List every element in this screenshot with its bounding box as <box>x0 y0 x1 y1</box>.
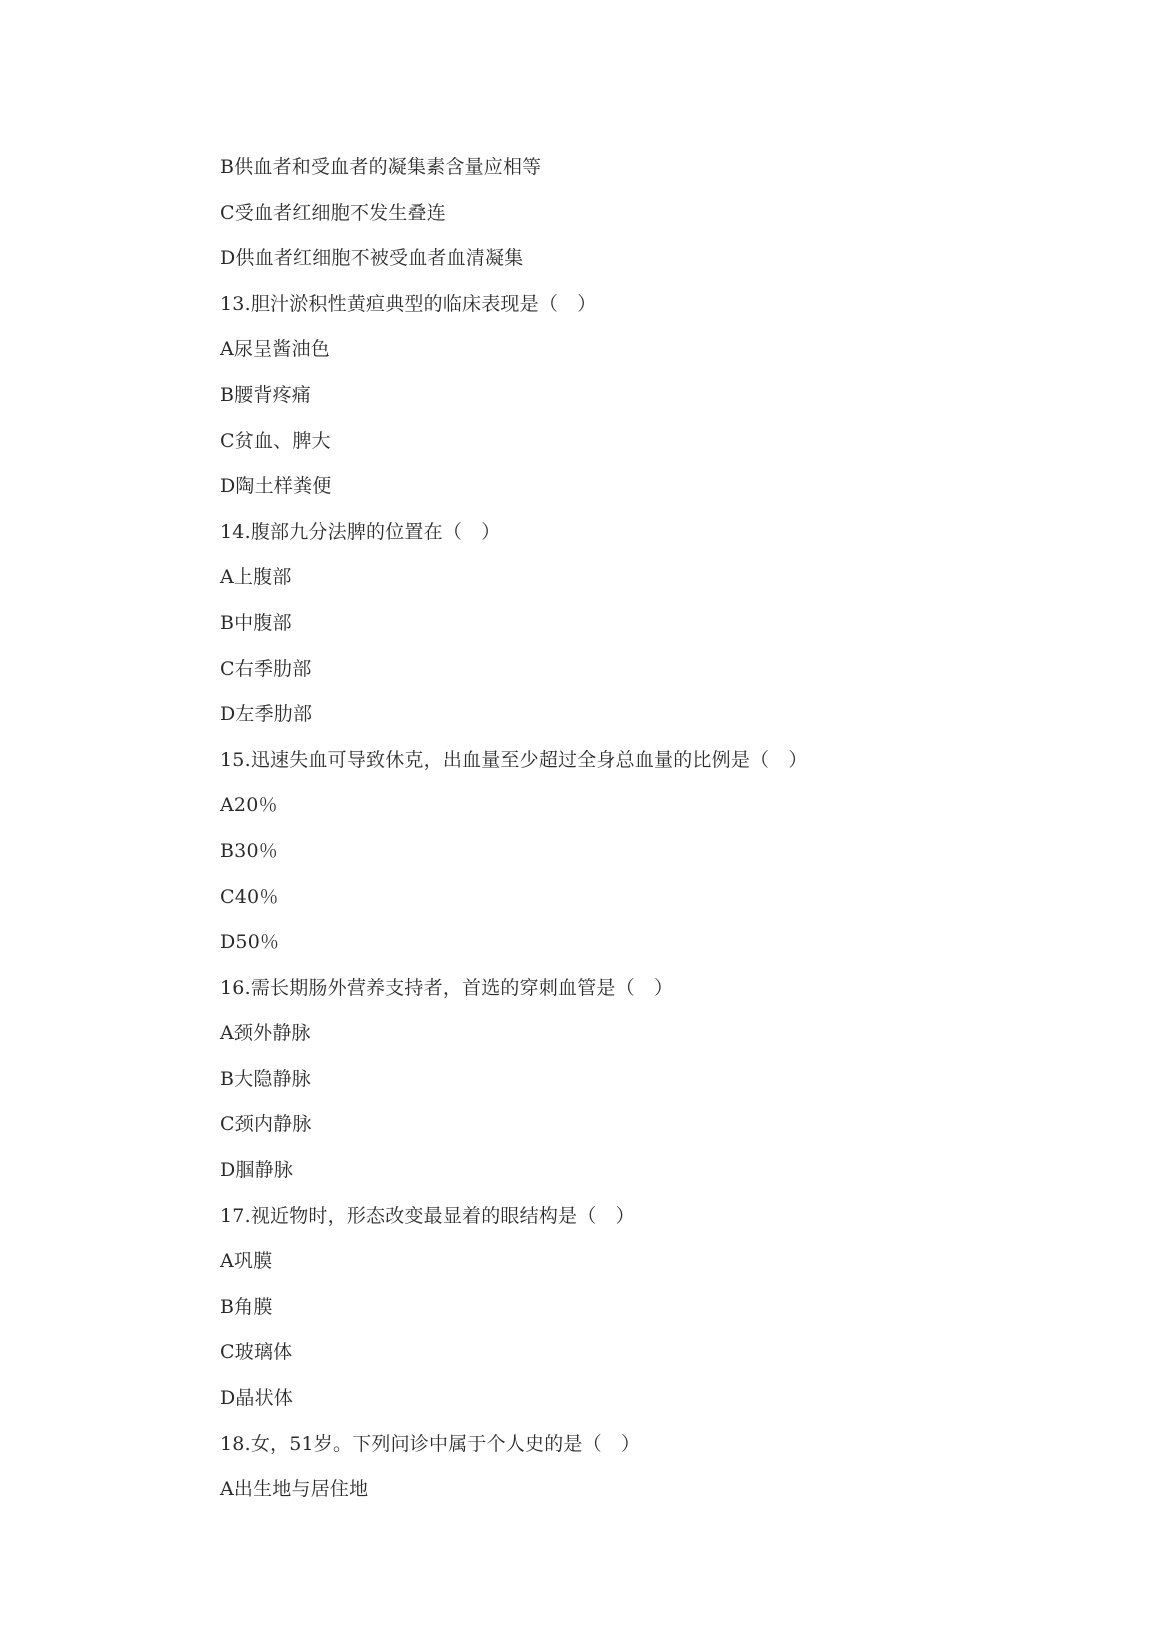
option-b-q15: B30％ <box>220 839 278 862</box>
option-d-q12: D供血者红细胞不被受血者血清凝集 <box>220 247 524 270</box>
question-18: 18.女，51岁。下列问诊中属于个人史的是（ ） <box>220 1432 641 1455</box>
document-page <box>220 145 1080 1513</box>
option-b-q14: B中腹部 <box>220 611 292 634</box>
question-15: 15.迅速失血可导致休克，出血量至少超过全身总血量的比例是（ ） <box>220 748 808 771</box>
option-b-q12: B供血者和受血者的凝集素含量应相等 <box>220 156 542 178</box>
option-d-q16: D腘静脉 <box>220 1159 294 1182</box>
option-d-q14: D左季肋部 <box>220 703 313 726</box>
option-b-q16: B大隐静脉 <box>220 1067 311 1090</box>
option-a-q17: A巩膜 <box>220 1250 273 1273</box>
option-a-q14: A上腹部 <box>220 566 292 589</box>
option-c-q14: C右季肋部 <box>220 657 312 680</box>
question-13: 13.胆汁淤积性黄疸典型的临床表现是（ ） <box>220 292 597 315</box>
option-a-q15: A20％ <box>220 794 278 817</box>
option-a-q18: A出生地与居住地 <box>220 1478 369 1501</box>
option-d-q13: D陶土样粪便 <box>220 475 332 498</box>
option-c-q17: C玻璃体 <box>220 1341 293 1364</box>
option-b-q13: B腰背疼痛 <box>220 383 311 406</box>
option-c-q12: C受血者红细胞不发生叠连 <box>220 201 446 224</box>
option-d-q15: D50％ <box>220 931 280 954</box>
option-a-q13: A尿呈酱油色 <box>220 338 330 361</box>
option-d-q17: D晶状体 <box>220 1387 294 1410</box>
question-17: 17.视近物时，形态改变最显着的眼结构是（ ） <box>220 1204 635 1227</box>
option-b-q17: B角膜 <box>220 1295 273 1318</box>
option-c-q13: C贫血、脾大 <box>220 429 331 452</box>
option-a-q16: A颈外静脉 <box>220 1022 311 1045</box>
question-16: 16.需长期肠外营养支持者，首选的穿刺血管是（ ） <box>220 976 674 999</box>
option-c-q16: C颈内静脉 <box>220 1113 312 1136</box>
question-14: 14.腹部九分法脾的位置在（ ） <box>220 520 501 543</box>
option-c-q15: C40％ <box>220 885 279 908</box>
